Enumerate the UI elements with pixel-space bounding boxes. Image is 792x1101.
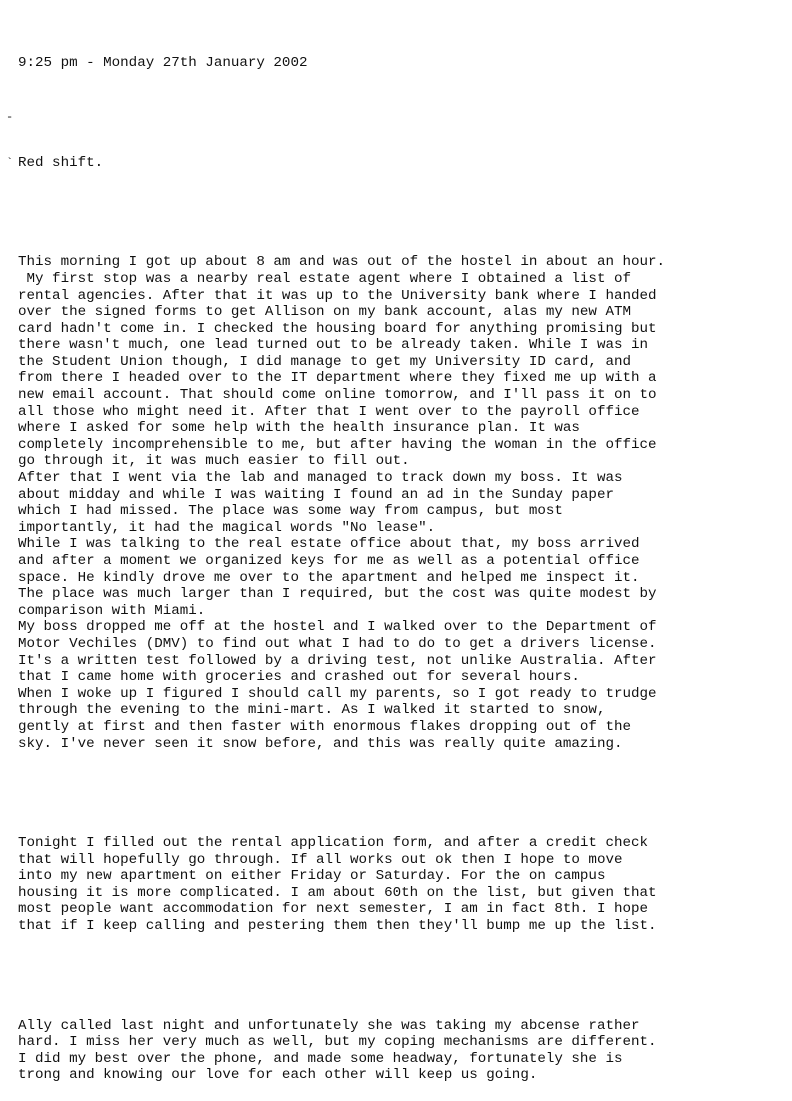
- entry-timestamp: 9:25 pm - Monday 27th January 2002: [18, 55, 308, 72]
- text-line: and after a moment we organized keys for me as well as a potential office: [18, 553, 640, 569]
- text-line: new email account. That should come online tomorrow, and I'll pass it on to: [18, 387, 657, 404]
- text-line: Tonight I filled out the rental application form, and after a credit check: [18, 835, 649, 852]
- text-line: all those who might need it. After that I went over to the payroll office: [18, 403, 640, 420]
- text-line: comparison with Miami.: [18, 602, 206, 619]
- text-line: I did my best over the phone, and made some headway, fortunately she is: [18, 1050, 623, 1067]
- text-line: that will hopefully go through. If all works out ok then I hope to move: [18, 851, 623, 868]
- text-line: which I had missed. The place was some way from campus, but most: [18, 503, 563, 520]
- text-line: that if I keep calling and pestering them then they'll bump me up the list.: [18, 918, 657, 935]
- text-line: My first stop was a nearby real estate agent where I obtained a list of: [18, 270, 631, 287]
- margin-dash-mark: -: [6, 110, 14, 124]
- text-line: trong and knowing our love for each other will keep us going.: [18, 1067, 538, 1084]
- paragraph-3: [18, 1018, 788, 1084]
- margin-tick-mark: `: [6, 156, 14, 170]
- text-line: completely incomprehensible to me, but after having the woman in the office: [18, 436, 657, 453]
- text-line: where I asked for some help with the health insurance plan. It was: [18, 420, 580, 437]
- text-line: about midday and while I was waiting I found an ad in the Sunday paper: [18, 486, 614, 503]
- text-line: Ally called last night and unfortunately she was taking my abcense rather: [18, 1017, 640, 1034]
- paragraph-2: [18, 835, 788, 935]
- paragraph-1: [18, 254, 788, 752]
- text-line: My boss dropped me off at the hostel and I walked over to the Department of: [18, 619, 657, 636]
- text-line: After that I went via the lab and managed to track down my boss. It was: [18, 470, 623, 487]
- text-line: gently at first and then faster with enormous flakes dropping out of the: [18, 718, 631, 735]
- text-line: housing it is more complicated. I am about 60th on the list, but given that: [18, 884, 657, 901]
- text-line: Motor Vechiles (DMV) to find out what I had to do to get a drivers license.: [18, 635, 657, 652]
- text-line: When I woke up I figured I should call my parents, so I got ready to trudge: [18, 685, 657, 702]
- text-line: that I came home with groceries and crashed out for several hours.: [18, 669, 580, 686]
- text-line: most people want accommodation for next semester, I am in fact 8th. I hope: [18, 901, 649, 918]
- text-line: from there I headed over to the IT department where they fixed me up with a: [18, 370, 657, 387]
- text-line: there wasn't much, one lead turned out to be already taken. While I was in: [18, 337, 649, 354]
- text-line: sky. I've never seen it snow before, and this was really quite amazing.: [18, 735, 623, 752]
- text-line: This morning I got up about 8 am and was out of the hostel in about an hour.: [18, 254, 666, 271]
- text-line: through the evening to the mini-mart. As I walked it started to snow,: [18, 702, 606, 719]
- text-line: hard. I miss her very much as well, but my coping mechanisms are different.: [18, 1034, 657, 1051]
- text-line: into my new apartment on either Friday or Saturday. For the on campus: [18, 868, 606, 885]
- text-line: importantly, it had the magical words "No lease".: [18, 519, 436, 536]
- text-line: While I was talking to the real estate office about that, my boss arrived: [18, 536, 640, 553]
- text-line: It's a written test followed by a driving test, not unlike Australia. After: [18, 652, 657, 669]
- journal-page: [18, 22, 788, 1101]
- text-line: card hadn't come in. I checked the housing board for anything promising but: [18, 320, 657, 337]
- text-line: go through it, it was much easier to fill out.: [18, 453, 410, 470]
- text-line: rental agencies. After that it was up to the University bank where I handed: [18, 287, 657, 304]
- text-line: The place was much larger than I required, but the cost was quite modest by: [18, 586, 657, 603]
- text-line: over the signed forms to get Allison on my bank account, alas my new ATM: [18, 304, 631, 321]
- text-line: the Student Union though, I did manage to get my University ID card, and: [18, 353, 631, 370]
- entry-title: Red shift.: [18, 154, 104, 171]
- text-line: space. He kindly drove me over to the apartment and helped me inspect it.: [18, 569, 640, 586]
